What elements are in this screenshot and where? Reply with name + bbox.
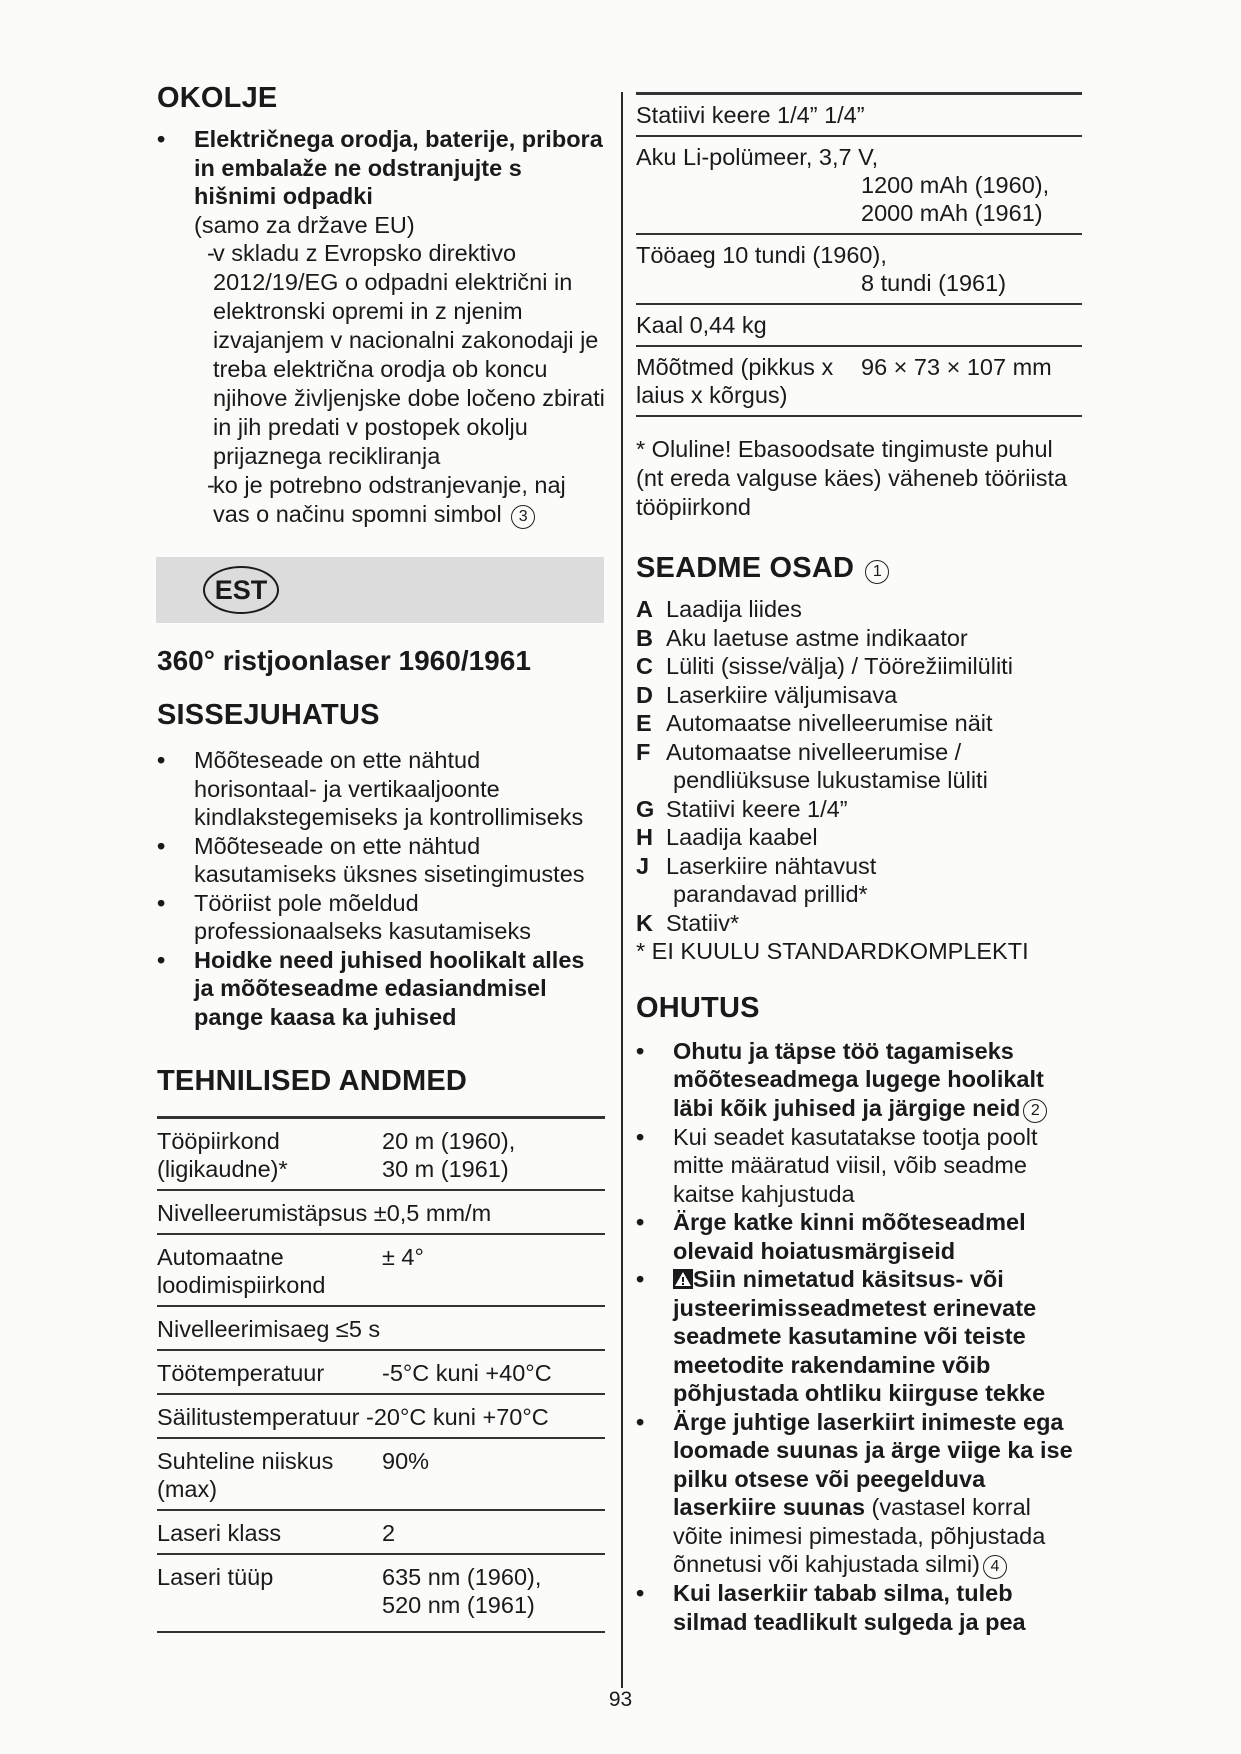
ohutus-item: • Kui seadet kasutatakse tootja poolt mitte määratud viisil, võib seadme kaitse kahjustuda	[636, 1123, 1082, 1209]
parts-list	[636, 595, 1082, 966]
page-number: 93	[608, 1688, 633, 1711]
part-item: A Laadija liides	[636, 596, 802, 622]
ohutus-item: • Siin nimetatud käsitsus- või justeerimisseadmetest erinevate seadmete kasutamine või teiste meetodite rakendamine võib põhjustada ohtliku kiirguse tekke	[636, 1265, 1082, 1408]
tech-row: Laseri tüüp 635 nm (1960), 520 nm (1961)	[157, 1554, 605, 1632]
language-band	[156, 557, 604, 623]
tech-row: Säilitustemperatuur -20°C kuni +70°C	[157, 1394, 605, 1438]
okolje-list	[157, 125, 605, 239]
spec-row: Tööaeg 10 tundi (1960), 8 tundi (1961)	[636, 234, 1082, 304]
part-item: B Aku laetuse astme indikaator	[636, 624, 968, 651]
intro-bold-item: • Hoidke need juhised hoolikalt alles ja mõõteseadme edasiandmisel pange kaasa ka juhised	[157, 946, 605, 1032]
okolje-heading: OKOLJE	[157, 82, 278, 114]
figure-ref-4: 4	[983, 1555, 1007, 1579]
ohutus-item: • Ärge juhtige laserkiirt inimeste ega loomade suunas ja ärge viige ka ise pilku otsese või peegelduva laserkiire suunas (vastasel korral võite inimesi pimestada, põhjustada õnnetusi või kahjustada silmi) 4	[636, 1408, 1082, 1580]
language-badge: EST	[203, 566, 279, 614]
spec-table-cont	[636, 92, 1082, 417]
tech-row: Automaatne loodimispiirkond ± 4°	[157, 1234, 605, 1306]
warning-icon	[673, 1269, 693, 1289]
intro-heading: SISSEJUHATUS	[157, 699, 380, 731]
figure-ref-2: 2	[1023, 1099, 1047, 1123]
part-item: G Statiivi keere 1/4”	[636, 795, 848, 822]
part-item: D Laserkiire väljumisava	[636, 681, 898, 708]
part-item: C Lüliti (sisse/välja) / Töörežiimilüliti	[636, 653, 1013, 679]
parts-heading: SEADME OSAD 1	[636, 552, 1082, 585]
tech-row: Nivelleerimisaeg ≤5 s	[157, 1306, 605, 1350]
tech-heading: TEHNILISED ANDMED	[157, 1065, 468, 1097]
parts-footnote: * EI KUULU STANDARDKOMPLEKTI	[636, 938, 1029, 964]
product-title: 360° ristjoonlaser 1960/1961	[157, 645, 531, 676]
ohutus-item: • Ohutu ja täpse töö tagamiseks mõõteseadmega lugege hoolikalt läbi kõik juhised ja järgige neid 2	[636, 1037, 1082, 1123]
intro-item: • Mõõteseade on ette nähtud kasutamiseks üksnes sisetingimustes	[157, 832, 605, 889]
okolje-note: (samo za države EU)	[194, 211, 415, 238]
part-item: K Statiiv*	[636, 909, 740, 936]
okolje-dash-2: - ko je potrebno odstranjevanje, naj vas o načinu spomni simbol 3	[207, 472, 566, 527]
ohutus-item: • Kui laserkiir tabab silma, tuleb silmad teadlikult sulgeda ja pea	[636, 1579, 1082, 1636]
part-item-cont: pendliüksuse lukustamise lüliti	[673, 767, 988, 793]
spec-row: Statiivi keere 1/4” 1/4”	[636, 94, 1082, 137]
okolje-dash-1: - v skladu z Evropsko direktivo 2012/19/EG o odpadni električni in elektronski opremi in z njenim izvajanjem v nacionalni zakonodaji je treba električna orodja ob koncu njihove življenjske dobe ločeno zbirati in jih predati v postopek okolju prijaznega recikliranja	[207, 240, 605, 469]
part-item: H Laadija kaabel	[636, 824, 818, 850]
part-item: J Laserkiire nähtavust	[636, 852, 877, 879]
tech-row: Töötemperatuur -5°C kuni +40°C	[157, 1350, 605, 1394]
tech-row: Suhteline niiskus (max) 90%	[157, 1438, 605, 1510]
tech-row: Nivelleerumistäpsus ±0,5 mm/m	[157, 1190, 605, 1234]
part-item: F Automaatse nivelleerumise /	[636, 738, 962, 765]
spec-row: Mõõtmed (pikkus x laius x kõrgus) 96 × 73 × 107 mm	[636, 346, 1082, 416]
right-column	[636, 92, 1082, 1636]
ohutus-item: • Ärge katke kinni mõõteseadmel olevaid hoiatusmärgiseid	[636, 1208, 1082, 1265]
column-divider	[621, 92, 623, 1688]
part-item-cont: parandavad prillid*	[673, 881, 868, 907]
part-item: E Automaatse nivelleerumise näit	[636, 710, 993, 736]
intro-item: • Mõõteseade on ette nähtud horisontaal- ja vertikaaljoonte kindlakstegemiseks ja kontrollimiseks	[157, 746, 605, 832]
spec-row: Aku Li-polümeer, 3,7 V, 1200 mAh (1960), 2000 mAh (1961)	[636, 136, 1082, 234]
ohutus-heading: OHUTUS	[636, 991, 760, 1024]
tech-row: Laseri klass 2	[157, 1510, 605, 1554]
figure-ref-3: 3	[511, 505, 535, 529]
okolje-bold-text: Električnega orodja, baterije, pribora in embalaže ne odstranjujte s hišnimi odpadki	[194, 126, 603, 209]
intro-item: • Tööriist pole mõeldud professionaalseks kasutamiseks	[157, 889, 605, 946]
left-column	[157, 82, 605, 1633]
ohutus-list	[636, 1037, 1082, 1637]
okolje-item	[157, 125, 605, 239]
figure-ref-1: 1	[865, 560, 889, 584]
intro-list	[157, 746, 605, 1031]
tech-row: Tööpiirkond (ligikaudne)* 20 m (1960), 30 m (1961)	[157, 1118, 605, 1191]
tech-table	[157, 1116, 605, 1633]
spec-row: Kaal 0,44 kg	[636, 304, 1082, 346]
range-note: * Oluline! Ebasoodsate tingimuste puhul (nt ereda valguse käes) väheneb tööriista tööpiirkond	[636, 436, 1068, 520]
